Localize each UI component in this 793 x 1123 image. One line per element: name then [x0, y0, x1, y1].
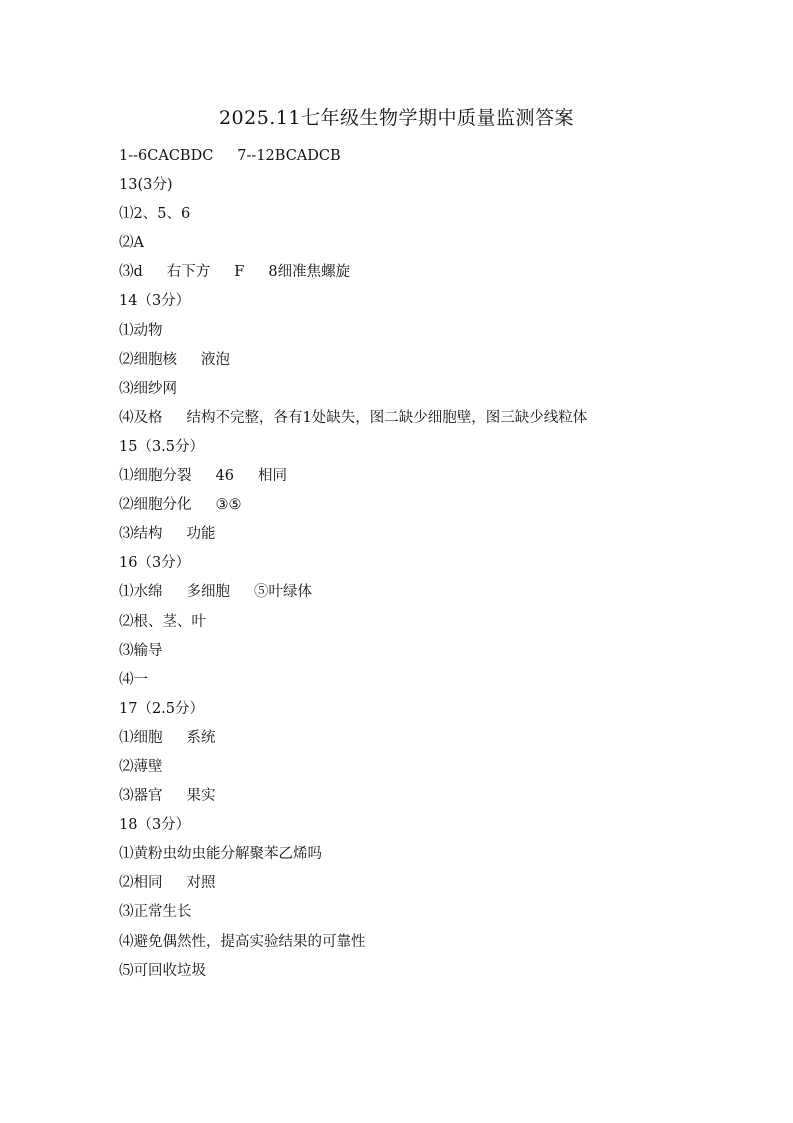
answer-line — [119, 724, 759, 753]
answer-line — [119, 608, 759, 637]
answer-text: ⑴2、5、6 — [119, 206, 191, 223]
answer-text: 16（3分） — [119, 555, 191, 572]
answer-line — [119, 928, 759, 957]
answer-text: ⑶器官 — [119, 788, 163, 805]
answer-text: ⑤叶绿体 — [254, 584, 312, 601]
answer-text: 对照 — [186, 875, 216, 892]
answer-line — [119, 462, 759, 491]
answer-text: ⑵细胞核 — [119, 351, 177, 368]
answer-text: ⑴水绵 — [119, 584, 163, 601]
answer-text: ⑸可回收垃圾 — [119, 962, 206, 979]
answer-text: ⑴细胞 — [119, 729, 163, 746]
answer-line — [119, 549, 759, 578]
answer-text: 14（3分） — [119, 293, 191, 310]
answer-text: ⑷避免偶然性，提高实验结果的可靠性 — [119, 933, 366, 950]
answer-text: 7--12BCADCB — [237, 148, 341, 164]
answer-text: 液泡 — [201, 351, 230, 368]
answer-text: 果实 — [186, 788, 216, 805]
answer-text: ⑷一 — [119, 671, 148, 688]
answer-text: 右下方 — [166, 264, 211, 281]
answer-line — [119, 957, 759, 986]
answer-line — [119, 258, 759, 287]
answer-line — [119, 142, 759, 171]
answer-line — [119, 317, 759, 346]
answer-line — [119, 753, 759, 782]
answer-text: ⑶细纱网 — [119, 380, 177, 397]
answer-text: F — [234, 264, 245, 281]
answer-line — [119, 404, 759, 433]
answer-text: 8细准焦螺旋 — [268, 264, 351, 281]
page-title: 2025.11七年级生物学期中质量监测答案 — [218, 107, 575, 129]
answer-line — [119, 637, 759, 666]
answer-text: 结构不完整，各有1处缺失，图二缺少细胞壁，图三缺少线粒体 — [186, 409, 588, 426]
answer-text: ⑷及格 — [119, 409, 163, 426]
answer-line — [119, 898, 759, 927]
answer-line — [119, 491, 759, 520]
answer-text: ⑶结构 — [119, 526, 163, 543]
answer-line — [119, 433, 759, 462]
answer-line — [119, 578, 759, 607]
answer-line — [119, 840, 759, 869]
answer-line — [119, 811, 759, 840]
answer-line — [119, 375, 759, 404]
answer-text: 多细胞 — [186, 584, 230, 601]
answer-text: 系统 — [186, 729, 216, 746]
answer-text: ⑶正常生长 — [119, 904, 192, 921]
answer-line — [119, 520, 759, 549]
answer-text: ⑴细胞分裂 — [119, 468, 192, 485]
answer-line — [119, 200, 759, 229]
answer-line — [119, 346, 759, 375]
answer-line — [119, 869, 759, 898]
answer-text: ⑵薄壁 — [119, 758, 163, 775]
answer-text: ⑵细胞分化 — [119, 497, 192, 514]
answer-line — [119, 695, 759, 724]
answer-line — [119, 782, 759, 811]
answer-text: 1--6CACBDC — [119, 148, 214, 164]
answer-text: 46 — [215, 468, 234, 485]
answer-line — [119, 666, 759, 695]
answer-text: ③⑤ — [215, 497, 242, 514]
answer-text: 功能 — [186, 526, 216, 543]
answer-text: ⑴黄粉虫幼虫能分解聚苯乙烯吗 — [119, 846, 322, 863]
answer-line — [119, 287, 759, 316]
answer-text: ⑵A — [119, 235, 144, 252]
answer-text: 15（3.5分） — [119, 438, 205, 455]
answer-text: 18（3分） — [119, 817, 191, 834]
answer-text: ⑶输导 — [119, 642, 163, 659]
answer-text: 相同 — [257, 468, 287, 485]
answer-line — [119, 229, 759, 258]
answer-list — [119, 142, 759, 986]
answer-text: ⑶d — [119, 264, 143, 281]
answer-text: 13(3分) — [119, 177, 173, 194]
answer-line — [119, 171, 759, 200]
answer-text: ⑴动物 — [119, 322, 163, 339]
answer-text: ⑵相同 — [119, 875, 163, 892]
answer-text: ⑵根、茎、叶 — [119, 613, 206, 630]
answer-text: 17（2.5分） — [119, 700, 205, 717]
